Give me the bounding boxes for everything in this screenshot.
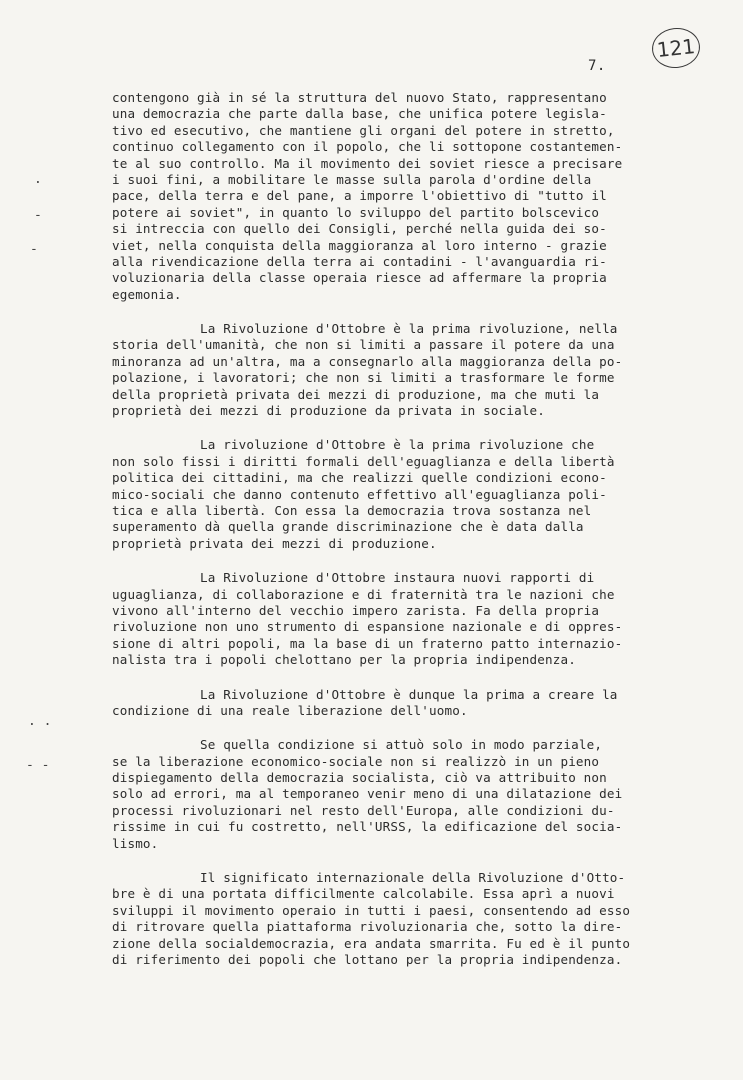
text-line: di riferimento dei popoli che lottano per la propria indipendenza. — [112, 951, 623, 967]
text-line: voluzionaria della classe operaia riesce ad affermare la propria — [112, 270, 607, 286]
text-line: una democrazia che parte dalla base, che unifica potere legisla- — [112, 106, 607, 122]
text-line: se la liberazione economico-sociale non si realizzò in un pieno — [112, 753, 600, 769]
margin-mark: - — [30, 242, 38, 257]
text-line: potere ai soviet", in quanto lo sviluppo del partito bolscevico — [112, 204, 600, 220]
margin-mark: - - — [26, 758, 50, 773]
text-line: bre è di una portata difficilmente calcolabile. Essa aprì a nuovi — [112, 886, 615, 902]
text-line: i suoi fini, a mobilitare le masse sulla parola d'ordine della — [112, 171, 592, 187]
margin-mark: . — [34, 172, 42, 187]
text-line: tica e alla libertà. Con essa la democrazia trova sostanza nel — [112, 502, 592, 518]
text-line: Se quella condizione si attuò solo in modo parziale, — [200, 737, 603, 753]
paragraph — [112, 737, 687, 852]
text-line: mico-sociali che danno contenuto effettivo all'eguaglianza poli- — [112, 486, 607, 502]
text-line: processi rivoluzionari nel resto dell'Europa, alle condizioni du- — [112, 802, 615, 818]
text-line: zione della socialdemocrazia, era andata smarrita. Fu ed è il punto — [112, 935, 631, 951]
text-line: egemonia. — [112, 286, 182, 302]
text-line: La Rivoluzione d'Ottobre instaura nuovi rapporti di — [200, 570, 595, 586]
margin-mark: - — [34, 208, 42, 223]
archive-stamp: 121 — [650, 26, 702, 71]
paragraph — [112, 90, 687, 303]
text-line: della proprietà privata dei mezzi di produzione, ma che muti la — [112, 386, 600, 402]
text-line: viet, nella conquista della maggioranza al loro interno - grazie — [112, 237, 607, 253]
text-line: La rivoluzione d'Ottobre è la prima rivoluzione che — [200, 437, 595, 453]
text-line: continuo collegamento con il popolo, che li sottopone costantemen- — [112, 139, 623, 155]
paragraph — [112, 570, 687, 668]
margin-mark: . . — [28, 714, 52, 729]
text-line: vivono all'interno del vecchio impero zarista. Fa della propria — [112, 602, 600, 618]
text-line: rivoluzione non uno strumento di espansione nazionale e di oppres- — [112, 619, 623, 635]
text-line: condizione di una reale liberazione dell'uomo. — [112, 702, 468, 718]
text-line: sviluppi il movimento operaio in tutti i paesi, consentendo ad esso — [112, 902, 631, 918]
text-line: solo ad errori, ma al temporaneo venir meno di una dilatazione dei — [112, 786, 623, 802]
text-line: contengono già in sé la struttura del nuovo Stato, rappresentano — [112, 90, 607, 105]
text-line: dispiegamento della democrazia socialista, ciò va attribuito non — [112, 770, 607, 786]
text-line: uguaglianza, di collaborazione e di fraternità tra le nazioni che — [112, 586, 615, 602]
text-line: si intreccia con quello dei Consigli, perché nella guida dei so- — [112, 221, 607, 237]
text-line: polazione, i lavoratori; che non si limiti a trasformare le forme — [112, 370, 615, 386]
text-line: tivo ed esecutivo, che mantiene gli organi del potere in stretto, — [112, 122, 615, 138]
text-line: alla rivendicazione della terra ai contadini - l'avanguardia ri- — [112, 253, 607, 269]
text-line: Il significato internazionale della Rivoluzione d'Otto- — [200, 870, 626, 886]
text-line: La Rivoluzione d'Ottobre è la prima rivoluzione, nella — [200, 321, 618, 337]
text-line: superamento dà quella grande discriminazione che è data dalla — [112, 519, 584, 535]
text-line: pace, della terra e del pane, a imporre l'obiettivo di "tutto il — [112, 188, 607, 204]
text-line: nalista tra i popoli chelottano per la propria indipendenza. — [112, 652, 576, 668]
paragraph — [112, 870, 687, 968]
text-line: storia dell'umanità, che non si limiti a passare il potere da una — [112, 337, 615, 353]
text-line: politica dei cittadini, ma che realizzi quelle condizioni econo- — [112, 470, 607, 486]
text-line: proprietà privata dei mezzi di produzione. — [112, 535, 437, 551]
page-number: 7. — [588, 58, 606, 74]
text-line: di ritrovare quella piattaforma rivoluzionaria che, sotto la dire- — [112, 919, 623, 935]
text-line: proprietà dei mezzi di produzione da privata in sociale. — [112, 403, 545, 419]
text-line: minoranza ad un'altra, ma a consegnarlo alla maggioranza della po- — [112, 353, 623, 369]
paragraph — [112, 687, 687, 720]
document-body — [112, 90, 687, 986]
text-line: non solo fissi i diritti formali dell'eguaglianza e della libertà — [112, 453, 615, 469]
paragraph — [112, 437, 687, 552]
text-line: lismo. — [112, 835, 159, 851]
text-line: La Rivoluzione d'Ottobre è dunque la prima a creare la — [200, 686, 618, 702]
paragraph — [112, 321, 687, 419]
text-line: rissime in cui fu costretto, nell'URSS, la edificazione del socia- — [112, 819, 623, 835]
text-line: te al suo controllo. Ma il movimento dei soviet riesce a precisare — [112, 155, 623, 171]
text-line: sione di altri popoli, ma la base di un fraterno patto internazio- — [112, 635, 623, 651]
